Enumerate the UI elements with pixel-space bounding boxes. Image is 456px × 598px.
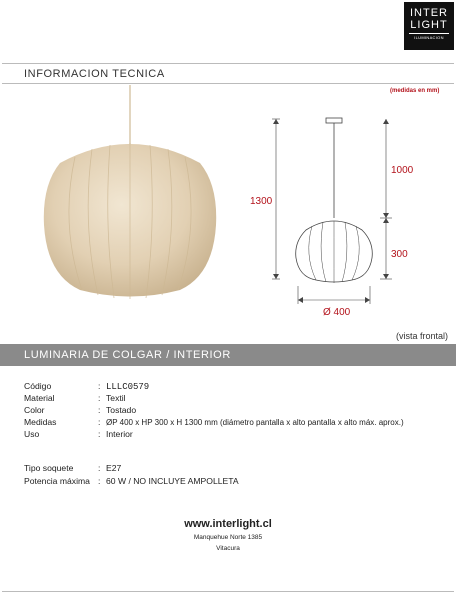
dim-total-height: 1300 [250, 196, 273, 207]
spec-separator: : [98, 393, 101, 403]
spec-value: Textil [106, 393, 126, 403]
spec-row-uso [24, 429, 133, 439]
spec-row-potencia [24, 476, 239, 486]
spec-value: ØP 400 x HP 300 x H 1300 mm (diámetro pantalla x alto pantalla x alto máx. aprox.) [106, 418, 404, 427]
footer [0, 518, 456, 552]
section-title: INFORMACION TECNICA [24, 68, 165, 80]
view-note: (vista frontal) [396, 331, 449, 341]
address: Manquehue Norte 1385 [193, 534, 263, 541]
spec-row-material [24, 393, 126, 403]
spec-value: LLLC0579 [106, 382, 150, 392]
spec-row-medidas [24, 417, 404, 427]
technical-drawing [240, 100, 440, 330]
spec-key: Medidas [24, 417, 57, 427]
dim-shade-height: 300 [391, 249, 408, 260]
bottom-rule [2, 591, 454, 592]
spec-key: Potencia máxima [24, 476, 90, 486]
city: Vitacura [216, 545, 240, 552]
spec-value: 60 W / NO INCLUYE AMPOLLETA [106, 476, 239, 486]
interlight-logo [404, 2, 454, 50]
product-photo [30, 85, 230, 315]
logo-line1: INTER [410, 7, 448, 19]
spec-separator: : [98, 417, 101, 427]
dim-diameter: Ø 400 [323, 307, 351, 318]
spec-separator: : [98, 429, 101, 439]
spec-separator: : [98, 476, 101, 486]
spec-separator: : [98, 381, 101, 391]
logo-line3: ILUMINACION [414, 35, 444, 40]
top-rule [2, 63, 454, 64]
spec-separator: : [98, 405, 101, 415]
spec-key: Material [24, 393, 55, 403]
category-band: LUMINARIA DE COLGAR / INTERIOR [0, 344, 456, 366]
title-underline [2, 83, 454, 84]
logo-divider [409, 33, 449, 34]
spec-key: Código [24, 381, 52, 391]
spec-value: Tostado [106, 405, 137, 415]
spec-row-color [24, 405, 136, 415]
drawing-ribs [309, 221, 359, 283]
spec-key: Uso [24, 429, 40, 439]
spec-separator: : [98, 463, 101, 473]
website-link[interactable]: www.interlight.cl [184, 518, 272, 530]
logo-line2: LIGHT [410, 19, 448, 31]
spec-value: Interior [106, 429, 133, 439]
drawing-canopy [326, 118, 342, 123]
units-note: (medidas en mm) [390, 88, 440, 94]
spec-value: E27 [106, 463, 122, 473]
spec-key: Tipo soquete [24, 463, 74, 473]
spec-key: Color [24, 405, 45, 415]
spec-row-tipo-soquete [24, 463, 121, 473]
dim-cable-length: 1000 [391, 165, 414, 176]
spec-row-codigo [24, 381, 149, 392]
